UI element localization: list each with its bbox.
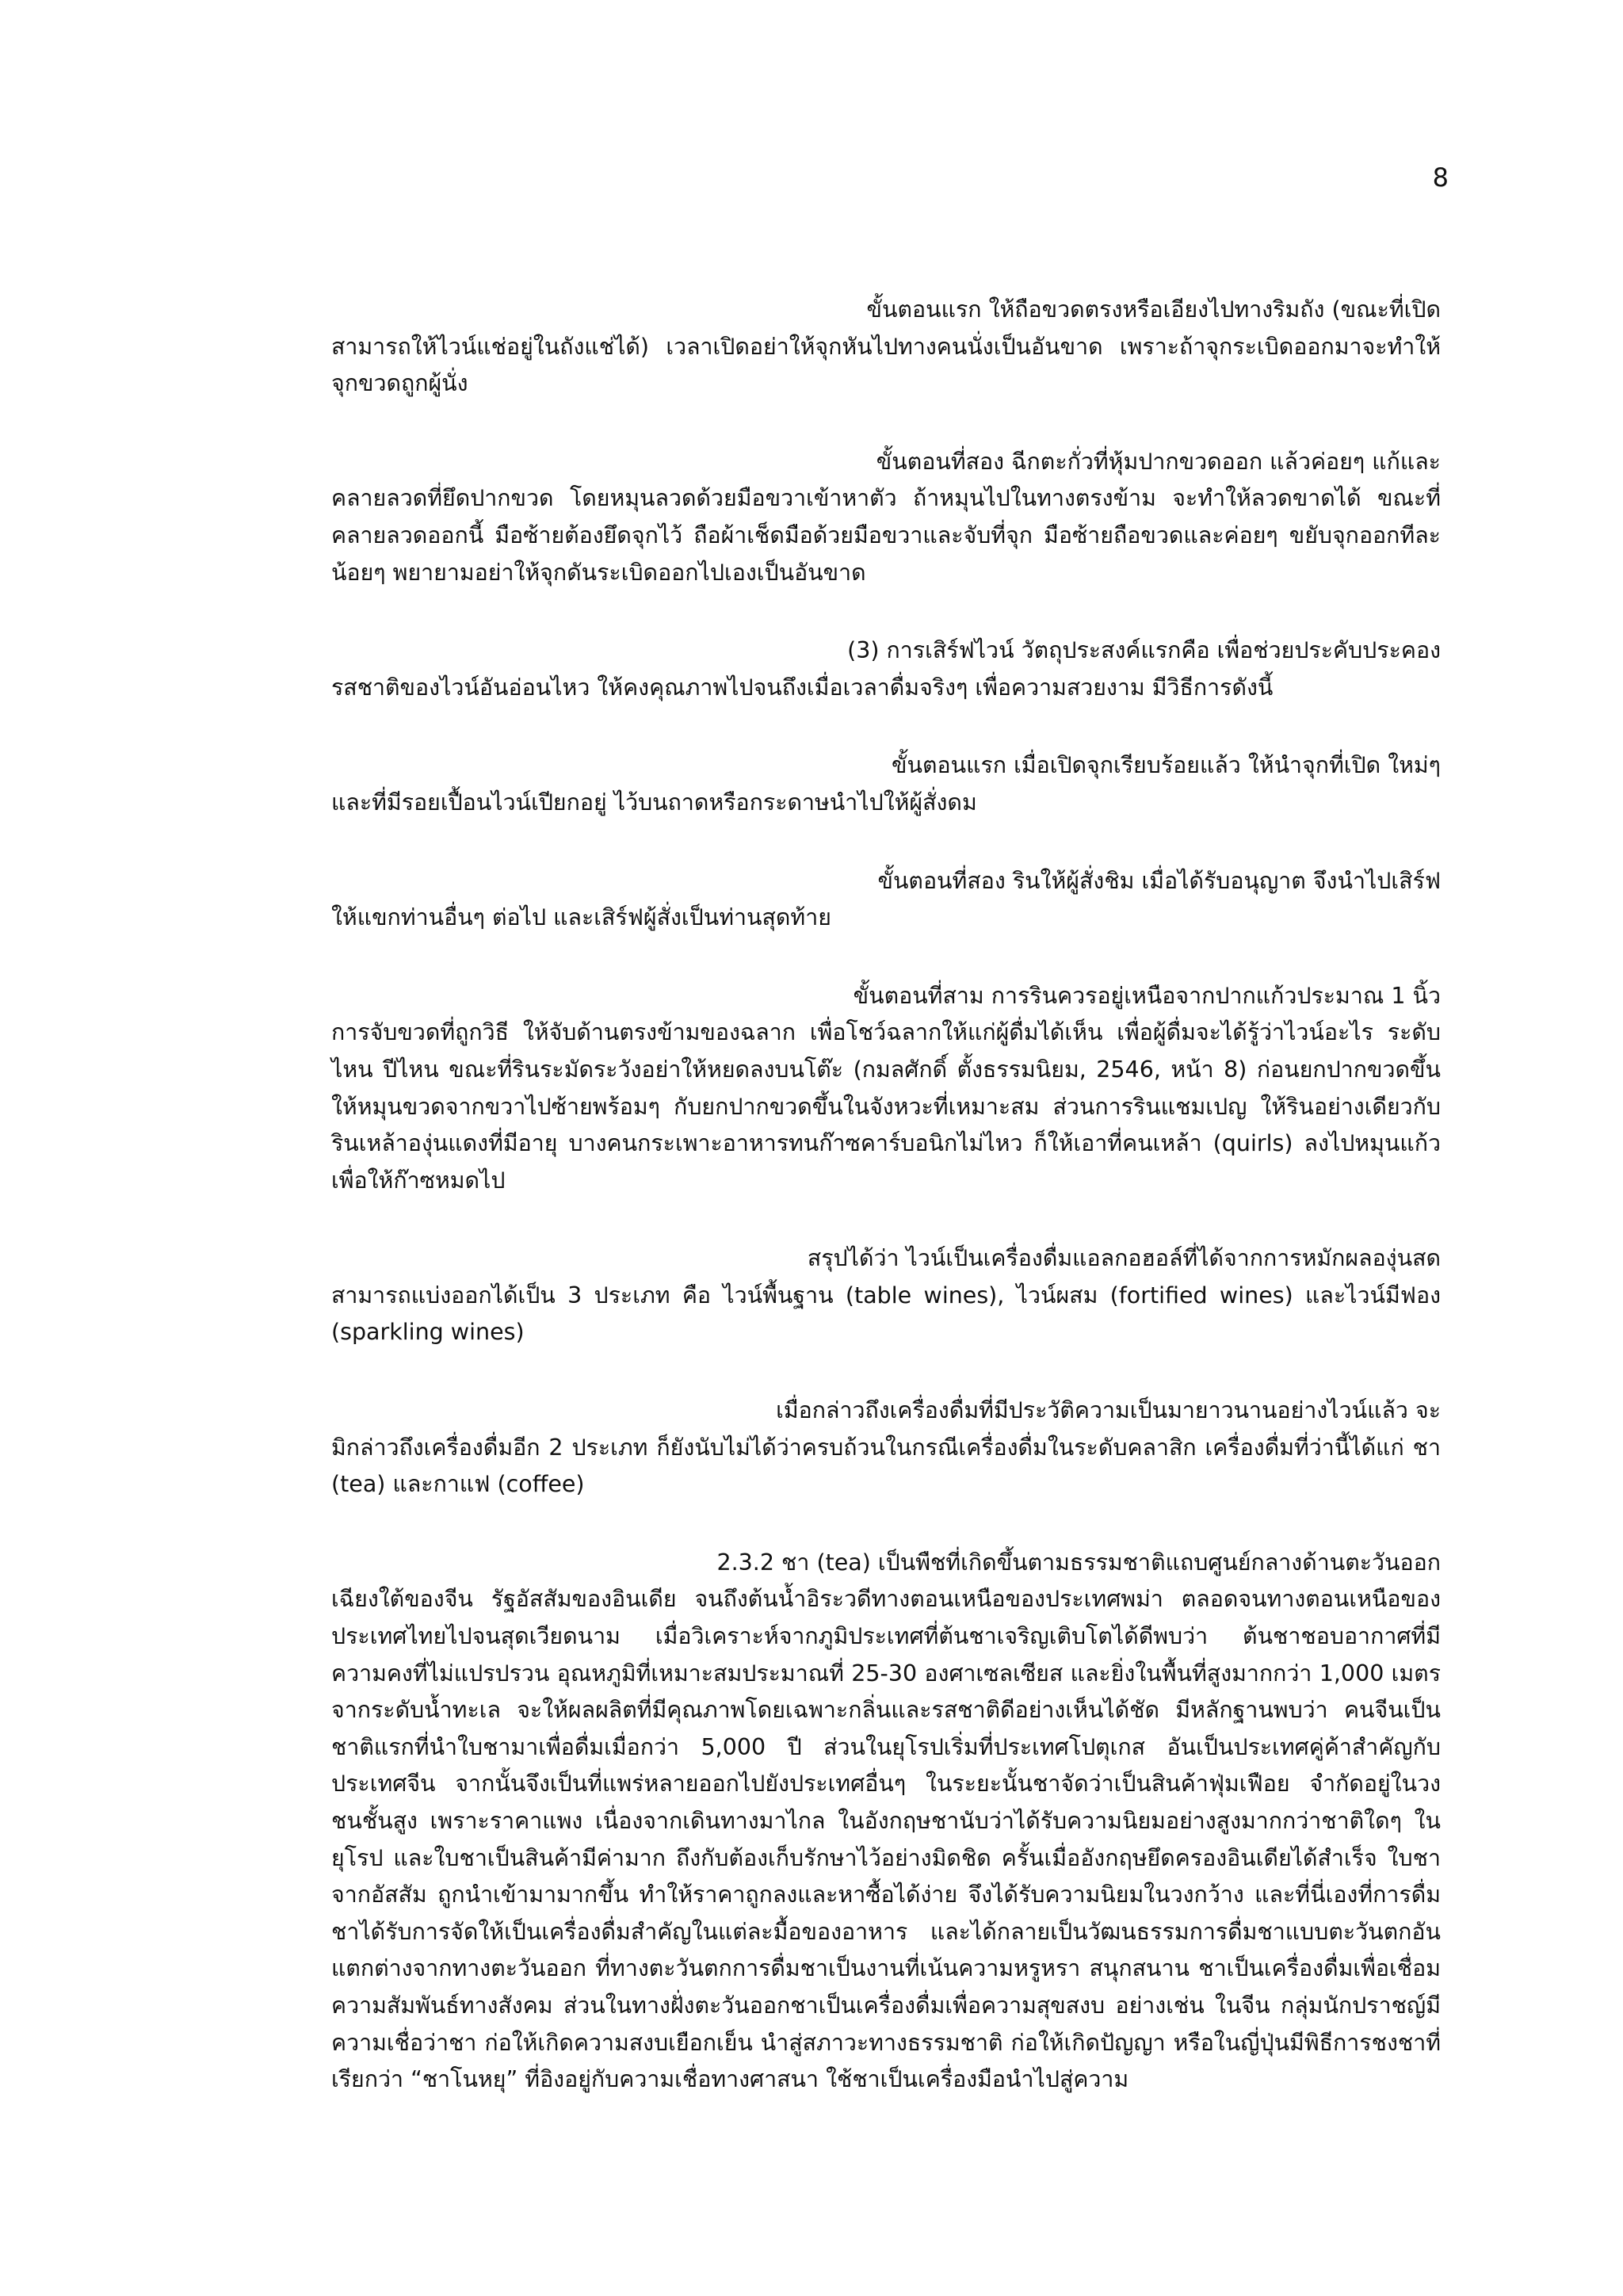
paragraph-serving-wine [331,632,1441,706]
paragraph-text: รสชาติของไวน์อันอ่อนไหว ให้คงคุณภาพไปจนถึงเมื่อเวลาดื่มจริงๆ เพื่อความสวยงาม มีวิธีการดังนี้ [331,674,1274,701]
paragraph-first-line: สรุปได้ว่า ไวน์เป็นเครื่องดื่มแอลกอฮอล์ที่ได้จากการหมักผลองุ่นสด [807,1245,1441,1272]
paragraph-first-line: ขั้นตอนที่สาม การรินควรอยู่เหนือจากปากแก้วประมาณ 1 นิ้ว [853,982,1441,1009]
paragraph-serving-step-3 [331,978,1441,1200]
paragraph-text: สามารถแบ่งออกได้เป็น 3 ประเภท คือ ไวน์พื้นฐาน (table wines), ไวน์ผสม (fortified wines) และไวน์มีฟอง (sparkling wines) [331,1282,1441,1346]
document-body [331,292,1441,2099]
paragraph-first-line: ขั้นตอนที่สอง ฉีกตะกั่วที่หุ้มปากขวดออก แล้วค่อยๆ แก้และ [876,448,1441,475]
paragraph-tea-section [331,1545,1441,2099]
paragraph-text: ให้แขกท่านอื่นๆ ต่อไป และเสิร์ฟผู้สั่งเป็นท่านสุดท้าย [331,904,831,931]
paragraph-opening-bottle-step-2 [331,444,1441,591]
paragraph-first-line: (3) การเสิร์ฟไวน์ วัตถุประสงค์แรกคือ เพื่อช่วยประคับประคอง [847,637,1441,664]
paragraph-text: และที่มีรอยเปื้อนไวน์เปียกอยู่ ไว้บนถาดหรือกระดาษนำไปให้ผู้สั่งดม [331,789,977,816]
paragraph-first-line: ขั้นตอนที่สอง รินให้ผู้สั่งชิม เมื่อได้รับอนุญาต จึงนำไปเสิร์ฟ [877,867,1441,894]
paragraph-first-line: ขั้นตอนแรก เมื่อเปิดจุกเรียบร้อยแล้ว ให้นำจุกที่เปิด ใหม่ๆ [892,752,1441,779]
paragraph-serving-step-1 [331,747,1441,821]
paragraph-text: เฉียงใต้ของจีน รัฐอัสสัมของอินเดีย จนถึงต้นน้ำอิระวดีทางตอนเหนือของประเทศพม่า ตลอดจนทางตอนเหนือของประเทศไทยไปจนสุดเวียดนาม เมื่อวิเคราะห์จากภูมิประเทศที่ต้นชาเจริญเติบโตได้ดีพบว่า ต้นชาชอบอากาศที่มีความคงที่ไม่แปรปรวน อุณหภูมิที่เหมาะสมประมาณที่ 25-30 องศาเซลเซียส และยิ่งในพื้นที่สูงมากกว่า 1,000 เมตร จากระดับน้ำทะเล จะให้ผลผลิตที่มีคุณภาพโดยเฉพาะกลิ่นและรสชาติดีอย่างเห็นได้ชัด มีหลักฐานพบว่า คนจีนเป็นชาติแรกที่นำใบชามาเพื่อดื่มเมื่อกว่า 5,000 ปี ส่วนในยุโรปเริ่มที่ประเทศโปตุเกส อันเป็นประเทศคู่ค้าสำคัญกับประเทศจีน จากนั้นจึงเป็นที่แพร่หลายออกไปยังประเทศอื่นๆ ในระยะนั้นชาจัดว่าเป็นสินค้าฟุ่มเฟือย จำกัดอยู่ในวงชนชั้นสูง เพราะราคาแพง เนื่องจากเดินทางมาไกล ในอังกฤษชานับว่าได้รับความนิยมอย่างสูงมากกว่าชาติใดๆ ในยุโรป และใบชาเป็นสินค้ามีค่ามาก ถึงกับต้องเก็บรักษาไว้อย่างมิดชิด ครั้นเมื่ออังกฤษยึดครองอินเดียได้สำเร็จ ใบชาจากอัสสัม ถูกนำเข้ามามากขึ้น ทำให้ราคาถูกลงและหาซื้อได้ง่าย จึงได้รับความนิยมในวงกว้าง และที่นี่เองที่การดื่มชาได้รับการจัดให้เป็นเครื่องดื่มสำคัญในแต่ละมื้อของอาหาร และได้กลายเป็นวัฒนธรรมการดื่มชาแบบตะวันตกอันแตกต่างจากทางตะวันออก ที่ทางตะวันตกการดื่มชาเป็นงานที่เน้นความหรูหรา สนุกสนาน ชาเป็นเครื่องดื่มเพื่อเชื่อมความสัมพันธ์ทางสังคม ส่วนในทางฝั่งตะวันออกชาเป็นเครื่องดื่มเพื่อความสุขสงบ อย่างเช่น ในจีน กลุ่มนักปราชญ์มีความเชื่อว่าชา ก่อให้เกิดความสงบเยือกเย็น นำสู่สภาวะทางธรรมชาติ ก่อให้เกิดปัญญา หรือในญี่ปุ่นมีพิธีการชงชาที่เรียกว่า “ชาโนหยุ” ที่อิงอยู่กับความเชื่อทางศาสนา ใช้ชาเป็นเครื่องมือนำไปสู่ความ [331,1586,1441,2093]
paragraph-first-line: เมื่อกล่าวถึงเครื่องดื่มที่มีประวัติความเป็นมายาวนานอย่างไวน์แล้ว จะ [776,1397,1441,1424]
paragraph-first-line: 2.3.2 ชา (tea) เป็นพืชที่เกิดขึ้นตามธรรมชาติแถบศูนย์กลางด้านตะวันออก [716,1549,1441,1576]
paragraph-wine-summary [331,1240,1441,1351]
paragraph-text: สามารถให้ไวน์แช่อยู่ในถังแช่ได้) เวลาเปิดอย่าให้จุกหันไปทางคนนั่งเป็นอันขาด เพราะถ้าจุกระเบิดออกมาจะทำให้จุกขวดถูกผู้นั่ง [331,333,1441,397]
paragraph-text: คลายลวดที่ยึดปากขวด โดยหมุนลวดด้วยมือขวาเข้าหาตัว ถ้าหมุนไปในทางตรงข้าม จะทำให้ลวดขาดได้ ขณะที่คลายลวดออกนี้ มือซ้ายต้องยึดจุกไว้ ถือผ้าเช็ดมือด้วยมือขวาและจับที่จุก มือซ้ายถือขวดและค่อยๆ ขยับจุกออกทีละน้อยๆ พยายามอย่าให้จุกดันระเบิดออกไปเองเป็นอันขาด [331,485,1441,586]
paragraph-text: มิกล่าวถึงเครื่องดื่มอีก 2 ประเภท ก็ยังนับไม่ได้ว่าครบถ้วนในกรณีเครื่องดื่มในระดับคลาสิก เครื่องดื่มที่ว่านี้ได้แก่ ชา (tea) และกาแฟ (coffee) [331,1434,1441,1498]
page-number: 8 [1432,162,1449,193]
paragraph-first-line: ขั้นตอนแรก ให้ถือขวดตรงหรือเอียงไปทางริมถัง (ขณะที่เปิด [866,296,1441,323]
paragraph-serving-step-2 [331,863,1441,937]
paragraph-opening-bottle-step-1 [331,292,1441,403]
paragraph-classic-drinks [331,1392,1441,1503]
paragraph-text: การจับขวดที่ถูกวิธี ให้จับด้านตรงข้ามของฉลาก เพื่อโชว์ฉลากให้แก่ผู้ดื่มได้เห็น เพื่อผู้ดื่มจะได้รู้ว่าไวน์อะไร ระดับไหน ปีไหน ขณะที่รินระมัดระวังอย่าให้หยดลงบนโต๊ะ (กมลศักดิ์ ตั้งธรรมนิยม, 2546, หน้า 8) ก่อนยกปากขวดขึ้นให้หมุนขวดจากขวาไปซ้ายพร้อมๆ กับยกปากขวดขึ้นในจังหวะที่เหมาะสม ส่วนการรินแชมเปญ ให้รินอย่างเดียวกับรินเหล้าองุ่นแดงที่มีอายุ บางคนกระเพาะอาหารทนก๊าซคาร์บอนิกไม่ไหว ก็ให้เอาที่คนเหล้า (quirls) ลงไปหมุนแก้ว เพื่อให้ก๊าซหมดไป [331,1019,1441,1194]
